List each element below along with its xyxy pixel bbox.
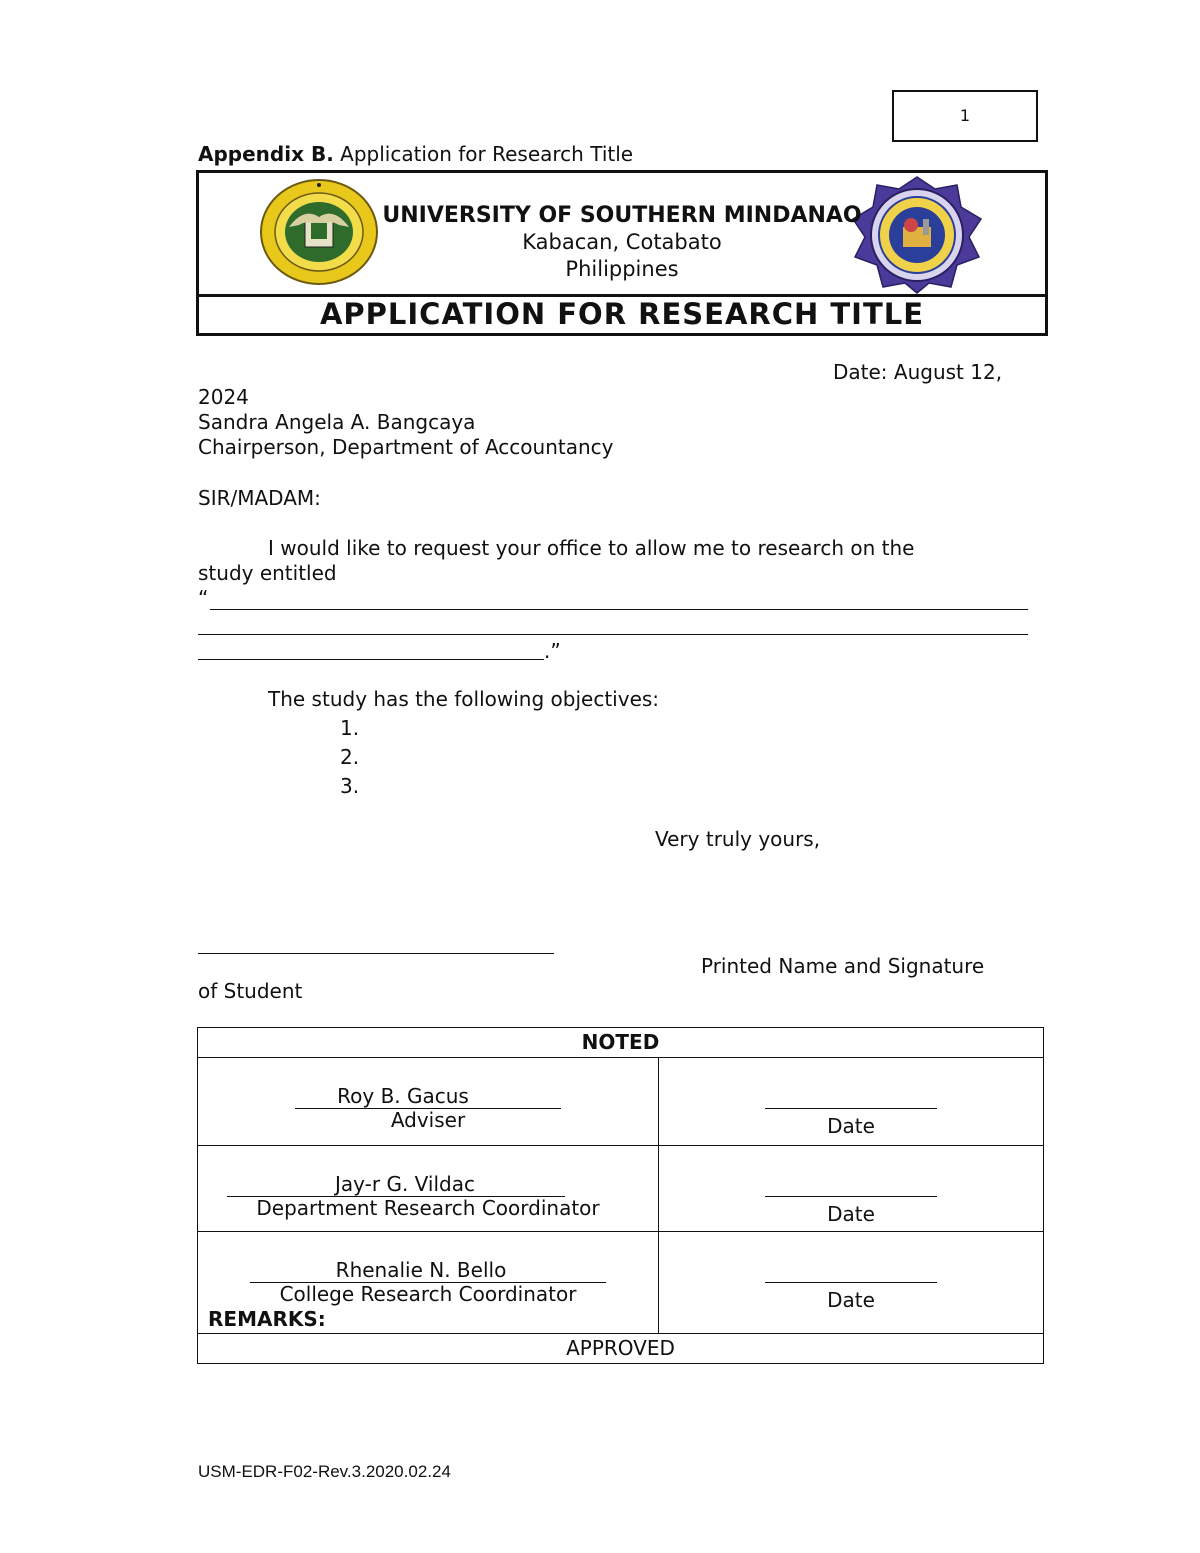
dept-date-label: Date <box>827 1202 875 1226</box>
title-blank-3[interactable] <box>198 659 544 660</box>
appendix-title: Application for Research Title <box>340 142 634 166</box>
open-quote: “ <box>198 586 209 610</box>
form-header <box>196 170 1048 336</box>
remarks-label: REMARKS: <box>208 1307 326 1331</box>
objective-3: 3. <box>340 774 360 798</box>
close-quote: .” <box>544 639 561 663</box>
body-line-2: study entitled <box>198 561 337 585</box>
college-coordinator-name: Rhenalie N. Bello <box>250 1258 607 1283</box>
college-coordinator-role: College Research Coordinator <box>279 1282 577 1306</box>
adviser-date-label: Date <box>827 1114 875 1138</box>
table-row <box>198 1232 1044 1334</box>
dept-date-cell <box>659 1146 1044 1232</box>
noted-table <box>197 1027 1044 1364</box>
signature-label: Printed Name and Signature <box>701 954 985 978</box>
title-blank-2[interactable] <box>198 634 1028 635</box>
adviser-name: Roy B. Gacus <box>295 1084 561 1109</box>
title-blank-1[interactable] <box>210 609 1028 610</box>
student-signature-line[interactable] <box>198 953 554 954</box>
addressee-title: Chairperson, Department of Accountancy <box>198 435 614 459</box>
form-code-footer: USM-EDR-F02-Rev.3.2020.02.24 <box>198 1462 451 1481</box>
adviser-role: Adviser <box>390 1108 466 1132</box>
college-coordinator-cell <box>198 1232 659 1334</box>
dept-coordinator-name: Jay-r G. Vildac <box>227 1172 565 1197</box>
appendix-heading <box>198 142 633 167</box>
body-line-1: I would like to request your office to allow me to research on the <box>268 536 915 560</box>
table-row <box>198 1146 1044 1232</box>
form-title: APPLICATION FOR RESEARCH TITLE <box>319 297 925 331</box>
objective-1: 1. <box>340 716 360 740</box>
salutation: SIR/MADAM: <box>198 486 321 510</box>
adviser-date-line[interactable] <box>765 1084 937 1109</box>
closing: Very truly yours, <box>655 827 821 851</box>
college-date-label: Date <box>827 1288 875 1312</box>
table-row <box>198 1058 1044 1146</box>
adviser-cell <box>198 1058 659 1146</box>
college-date-cell <box>659 1232 1044 1334</box>
appendix-label: Appendix B. <box>198 142 334 166</box>
university-name: UNIVERSITY OF SOUTHERN MINDANAO <box>382 203 862 228</box>
university-country: Philippines <box>565 257 679 281</box>
noted-header: NOTED <box>198 1028 1044 1058</box>
dept-coordinator-role: Department Research Coordinator <box>256 1196 600 1220</box>
signature-label-cont: of Student <box>198 979 303 1003</box>
objective-2: 2. <box>340 745 360 769</box>
college-date-line[interactable] <box>765 1258 937 1283</box>
objectives-intro: The study has the following objectives: <box>268 687 660 711</box>
date-line: Date: August 12, <box>833 360 1003 384</box>
dept-date-line[interactable] <box>765 1172 937 1197</box>
addressee-name: Sandra Angela A. Bangcaya <box>198 410 476 434</box>
page-number: 1 <box>959 106 971 125</box>
date-year: 2024 <box>198 385 249 409</box>
dept-coordinator-cell <box>198 1146 659 1232</box>
university-city: Kabacan, Cotabato <box>522 230 722 254</box>
page-number-box <box>892 90 1038 142</box>
adviser-date-cell <box>659 1058 1044 1146</box>
approved-label: APPROVED <box>198 1334 1044 1364</box>
